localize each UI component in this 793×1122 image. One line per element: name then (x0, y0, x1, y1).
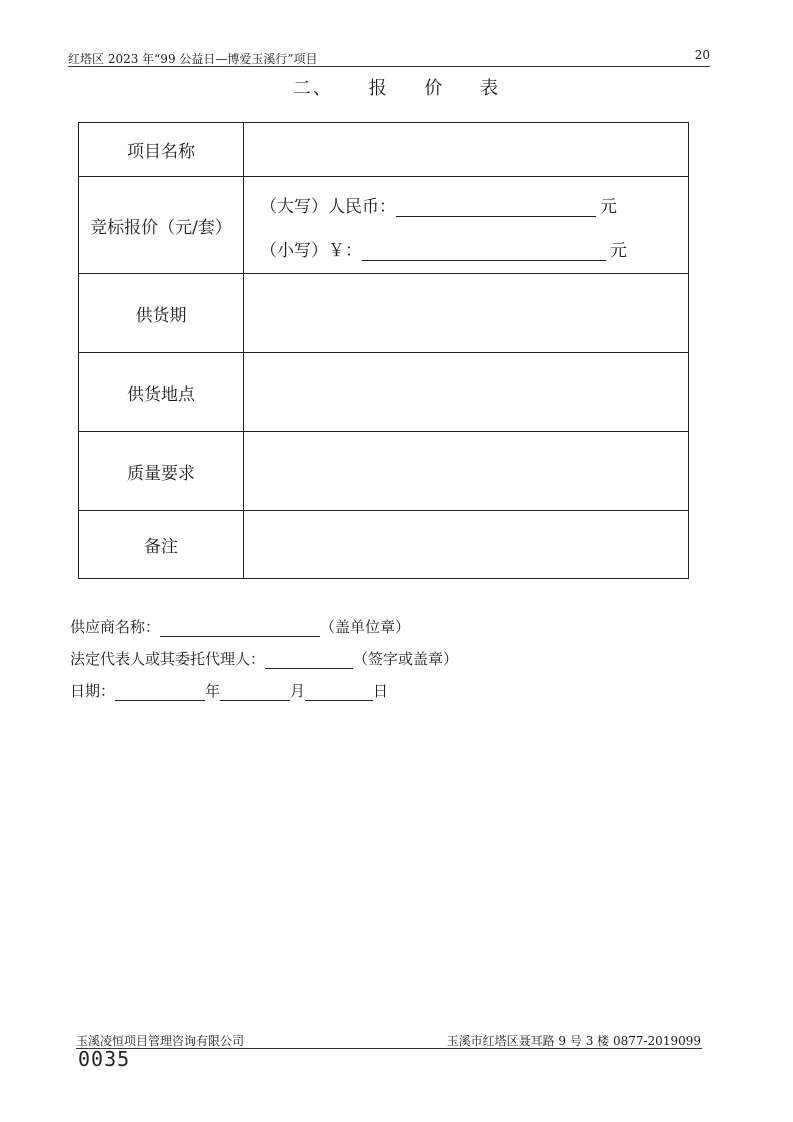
price-upper-unit: 元 (600, 197, 617, 217)
quality-requirements-value[interactable] (244, 432, 689, 511)
bid-price-cell (244, 177, 689, 274)
remarks-value[interactable] (244, 511, 689, 579)
price-upper-blank[interactable] (396, 196, 596, 217)
row-label-quality-requirements: 质量要求 (79, 432, 244, 511)
year-blank[interactable] (115, 684, 205, 701)
price-lower-line (260, 233, 688, 261)
page-title (0, 74, 793, 100)
representative-note: （签字或盖章） (353, 650, 459, 668)
price-upper-label: （大写）人民币： (260, 197, 396, 217)
day-blank[interactable] (305, 684, 373, 701)
supplier-name-line (70, 616, 410, 637)
date-line (70, 680, 388, 701)
month-blank[interactable] (220, 684, 290, 701)
price-lower-blank[interactable] (362, 240, 606, 261)
representative-blank[interactable] (265, 652, 353, 669)
supplier-name-blank[interactable] (160, 620, 320, 637)
row-label-delivery-location: 供货地点 (79, 353, 244, 432)
day-label: 日 (373, 682, 389, 700)
representative-line (70, 648, 458, 669)
supplier-label: 供应商名称： (70, 618, 161, 636)
delivery-period-value[interactable] (244, 274, 689, 353)
table-row (79, 353, 689, 432)
footer-divider (76, 1048, 702, 1049)
row-label-bid-price: 竞标报价（元/套） (79, 177, 244, 274)
header-project-line: 红塔区 2023 年“99 公益日—博爱玉溪行”项目 (68, 52, 318, 66)
page-number: 20 (694, 48, 710, 62)
month-label: 月 (290, 682, 306, 700)
title-part: 二、 (292, 78, 333, 99)
title-part: 表 (480, 78, 501, 99)
supplier-note: （盖单位章） (320, 618, 411, 636)
table-row (79, 177, 689, 274)
price-upper-line (260, 189, 688, 217)
project-name-value[interactable] (244, 123, 689, 177)
quote-table (78, 122, 689, 579)
date-label: 日期： (70, 682, 116, 700)
footer-company: 玉溪凌恒项目管理咨询有限公司 (76, 1034, 245, 1048)
table-row (79, 511, 689, 579)
delivery-location-value[interactable] (244, 353, 689, 432)
row-label-project-name: 项目名称 (79, 123, 244, 177)
table-row (79, 432, 689, 511)
price-lower-label: （小写）￥： (260, 241, 362, 261)
table-row (79, 123, 689, 177)
footer-address: 玉溪市红塔区聂耳路 9 号 3 楼 0877-2019099 (446, 1034, 701, 1048)
header-divider (68, 66, 710, 67)
row-label-delivery-period: 供货期 (79, 274, 244, 353)
table-row (79, 274, 689, 353)
stamp-number: 0035 (78, 1047, 131, 1071)
representative-label: 法定代表人或其委托代理人： (70, 650, 266, 668)
title-part: 价 (424, 78, 445, 99)
year-label: 年 (205, 682, 221, 700)
row-label-remarks: 备注 (79, 511, 244, 579)
price-lower-unit: 元 (610, 241, 627, 261)
title-part: 报 (368, 78, 389, 99)
